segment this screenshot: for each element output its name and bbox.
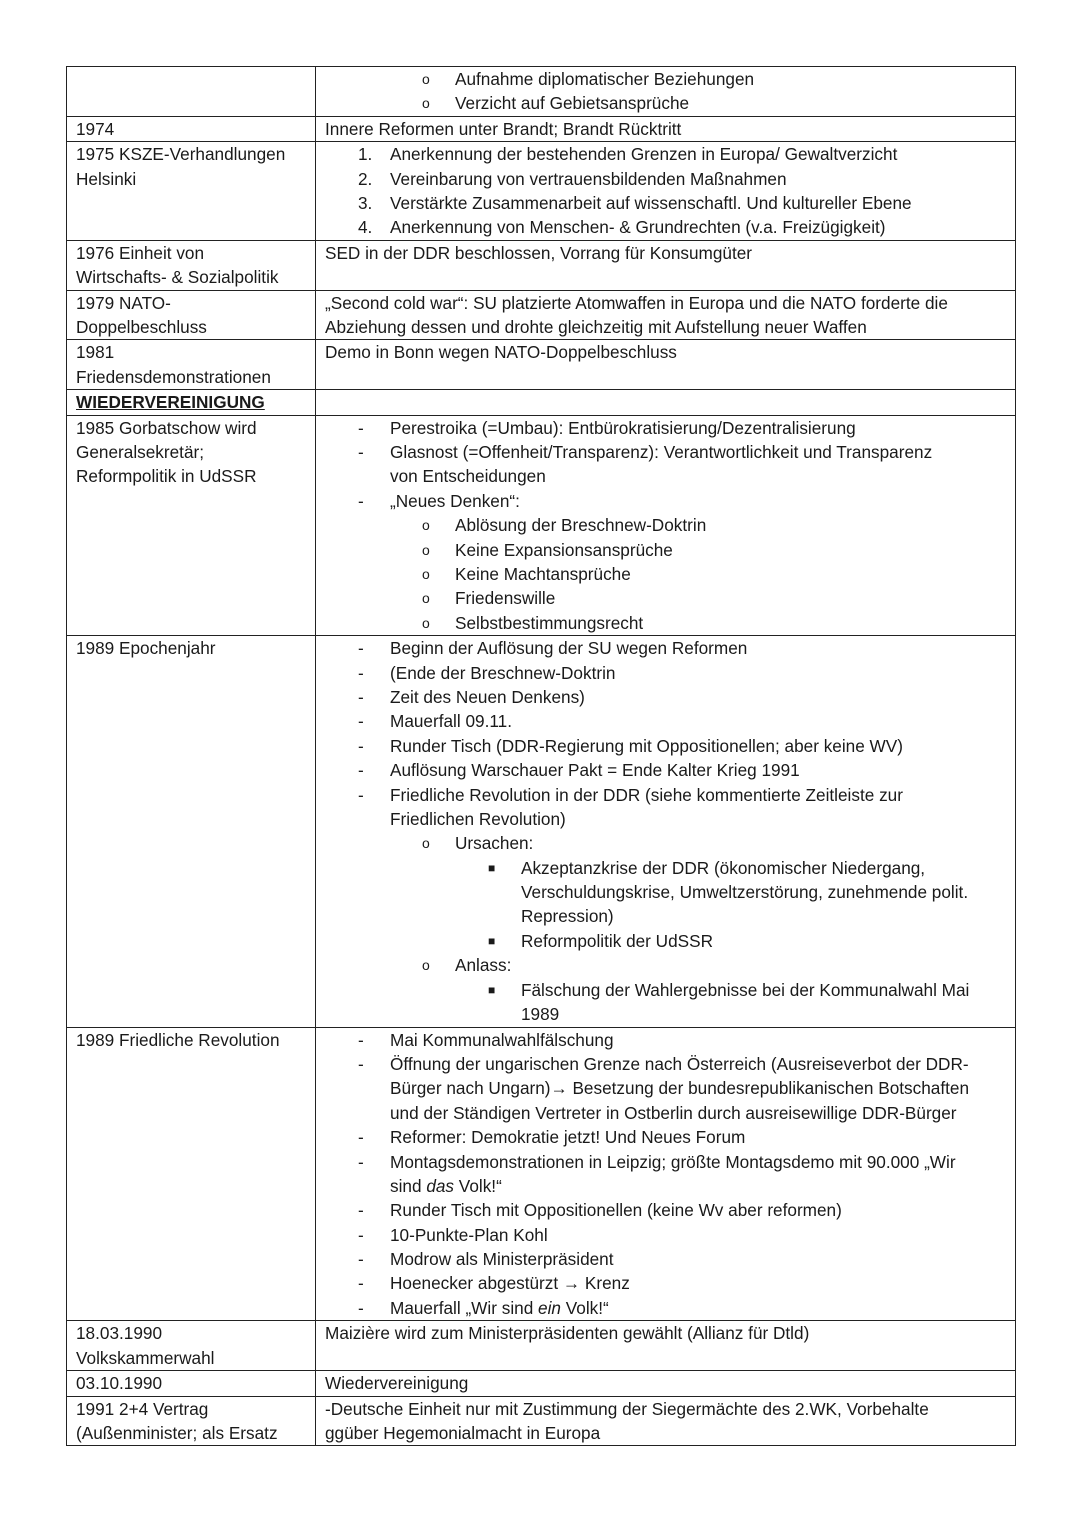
item-text: [390, 709, 512, 733]
date-text: Generalsekretär;: [76, 441, 205, 462]
dash-bullet-item: [325, 440, 1015, 464]
content-cell: [316, 116, 1016, 141]
circle-bullet-icon: o: [422, 614, 430, 631]
dash-marker: -: [358, 1273, 364, 1294]
date-text: 1989 Epochenjahr: [76, 638, 216, 659]
dash-marker: -: [358, 1200, 364, 1221]
continuation-line: [325, 1101, 1015, 1125]
dash-marker: -: [358, 735, 364, 756]
date-cell: [67, 290, 316, 340]
item-text: [390, 215, 886, 239]
item-text: [390, 1028, 614, 1052]
date-cell: [67, 142, 316, 241]
continuation-line: [325, 880, 1015, 904]
item-text: [390, 1125, 745, 1149]
section-heading-row: [67, 390, 1016, 415]
content-line: [325, 1421, 1015, 1445]
item-text: [521, 856, 925, 880]
dash-marker: -: [358, 1029, 364, 1050]
content-line: [325, 117, 1015, 141]
circle-bullet-icon: o: [422, 71, 430, 87]
item-text-part: Hoenecker abgestürzt → Krenz: [390, 1273, 630, 1294]
item-text-part: Mauerfall „Wir sind: [390, 1297, 539, 1318]
square-bullet-icon: ■: [488, 982, 496, 997]
dash-bullet-item: [325, 709, 1015, 733]
item-text: [455, 953, 511, 977]
date-cell: [67, 116, 316, 141]
item-text-part: Bürger nach Ungarn)→ Besetzung der bundesrepublikanischen Botschaften: [390, 1078, 970, 1099]
circle-bullet-icon: o: [422, 541, 430, 558]
timeline-row: [67, 1027, 1016, 1321]
item-text: [390, 464, 546, 488]
date-cell: [67, 67, 316, 117]
dash-bullet-item: [325, 1125, 1015, 1149]
dash-bullet-item: [325, 416, 1015, 440]
item-text-part: Beginn der Auflösung der SU wegen Reformen: [390, 638, 748, 659]
item-text: [390, 167, 787, 191]
item-text: [390, 1101, 957, 1125]
item-text-part: Volk!“: [560, 1297, 609, 1318]
item-text-part: Anlass:: [455, 955, 512, 976]
timeline-row: [67, 67, 1016, 117]
item-text-part: Modrow als Ministerpräsident: [390, 1249, 614, 1270]
date-text: 03.10.1990: [76, 1373, 163, 1394]
dash-bullet-item: [325, 783, 1015, 807]
item-text-part: Ablösung der Breschnew-Doktrin: [455, 515, 707, 536]
dash-bullet-item: [325, 1198, 1015, 1222]
content-line: [325, 1397, 1015, 1421]
content-cell: [316, 240, 1016, 290]
content-cell: [316, 1321, 1016, 1371]
content-line: [325, 291, 1015, 315]
date-text: Reformpolitik in UdSSR: [76, 466, 257, 487]
circle-bullet-item: [325, 611, 1015, 635]
content-cell: [316, 340, 1016, 390]
date-text: 1989 Friedliche Revolution: [76, 1029, 280, 1050]
numbered-item: [325, 191, 1015, 215]
item-text-part: Keine Machtansprüche: [455, 563, 631, 584]
date-text: 18.03.1990: [76, 1323, 163, 1344]
circle-bullet-item: [325, 538, 1015, 562]
timeline-row: [67, 1321, 1016, 1371]
item-text-part: Mai Kommunalwahlfälschung: [390, 1029, 614, 1050]
dash-marker: -: [358, 686, 364, 707]
date-text: 1975 KSZE-Verhandlungen: [76, 144, 286, 165]
item-text-part: Verzicht auf Gebietsansprüche: [455, 93, 690, 114]
circle-bullet-item: [325, 562, 1015, 586]
item-text-part: Akzeptanzkrise der DDR (ökonomischer Niedergang,: [521, 857, 926, 878]
dash-marker: -: [358, 662, 364, 683]
item-text: [521, 904, 614, 928]
date-text: Helsinki: [76, 168, 137, 189]
number-marker: 4.: [358, 217, 373, 238]
item-text: [390, 1150, 956, 1174]
item-text: [521, 880, 968, 904]
dash-bullet-item: [325, 636, 1015, 660]
item-text-part: Aufnahme diplomatischer Beziehungen: [455, 69, 755, 89]
timeline-row: [67, 1371, 1016, 1396]
item-text-part: Ursachen:: [455, 833, 534, 854]
date-cell: [67, 240, 316, 290]
date-text: Volkskammerwahl: [76, 1347, 215, 1368]
date-cell: [67, 1027, 316, 1321]
dash-bullet-item: [325, 758, 1015, 782]
numbered-item: [325, 215, 1015, 239]
date-cell: [67, 1371, 316, 1396]
item-text: [390, 142, 897, 166]
emphasis-text: das: [426, 1175, 455, 1196]
continuation-line: [325, 904, 1015, 928]
content-cell: [316, 290, 1016, 340]
section-heading-empty-cell: [316, 390, 1016, 415]
item-text-part: Vereinbarung von vertrauensbildenden Maßnahmen: [390, 168, 787, 189]
dash-bullet-item: [325, 1150, 1015, 1174]
continuation-line: [325, 1174, 1015, 1198]
square-bullet-item: [325, 929, 1015, 953]
content-line: [325, 340, 1015, 364]
section-heading-cell: [67, 390, 316, 415]
item-text-part: Zeit des Neuen Denkens): [390, 686, 585, 707]
timeline-row: [67, 290, 1016, 340]
dash-bullet-item: [325, 734, 1015, 758]
section-heading: WIEDERVEREINIGUNG: [76, 392, 265, 413]
timeline-row: [67, 142, 1016, 241]
content-cell: [316, 67, 1016, 117]
timeline-table: [66, 66, 1016, 1446]
circle-bullet-item: [325, 513, 1015, 537]
dash-marker: -: [358, 760, 364, 781]
item-text-part: Friedenswille: [455, 588, 556, 609]
item-text: [455, 586, 555, 610]
item-text: [521, 929, 713, 953]
dash-bullet-item: [325, 489, 1015, 513]
dash-marker: -: [358, 1053, 364, 1074]
content-line: [325, 315, 1015, 339]
item-text: [390, 783, 903, 807]
date-text: 1981: [76, 342, 115, 363]
date-cell: [67, 415, 316, 636]
square-bullet-icon: ■: [488, 933, 496, 948]
item-text: [390, 636, 747, 660]
dash-bullet-item: [325, 1296, 1015, 1320]
item-text: [390, 416, 856, 440]
item-text-part: Repression): [521, 906, 614, 927]
item-text: [390, 1174, 502, 1198]
emphasis-text: ein: [538, 1297, 561, 1318]
circle-bullet-icon: o: [422, 835, 430, 852]
item-text: [390, 1076, 969, 1100]
continuation-line: [325, 1076, 1015, 1100]
dash-bullet-item: [325, 1052, 1015, 1076]
content-cell: [316, 1396, 1016, 1446]
numbered-item: [325, 142, 1015, 166]
date-text: Doppelbeschluss: [76, 316, 207, 337]
content-text: Maizière wird zum Ministerpräsidenten gewählt (Allianz für Dtld): [325, 1323, 810, 1344]
content-text: Abziehung dessen und drohte gleichzeitig mit Aufstellung neuer Waffen: [325, 316, 867, 337]
date-cell: [67, 1321, 316, 1371]
circle-bullet-item: [325, 831, 1015, 855]
content-line: [325, 1321, 1015, 1345]
item-text-part: Verschuldungskrise, Umweltzerstörung, zunehmende polit.: [521, 882, 969, 903]
item-text-part: Selbstbestimmungsrecht: [455, 612, 644, 633]
content-cell: [316, 142, 1016, 241]
item-text-part: sind: [390, 1175, 427, 1196]
item-text: [390, 1052, 969, 1076]
dash-bullet-item: [325, 1247, 1015, 1271]
circle-bullet-icon: o: [422, 590, 430, 607]
item-text: [390, 440, 932, 464]
dash-marker: -: [358, 784, 364, 805]
dash-bullet-item: [325, 1028, 1015, 1052]
number-marker: 2.: [358, 168, 373, 189]
continuation-line: [325, 807, 1015, 831]
item-text: [390, 807, 566, 831]
content-line: [325, 1371, 1015, 1395]
content-text: Innere Reformen unter Brandt; Brandt Rücktritt: [325, 118, 682, 139]
date-text: 1991 2+4 Vertrag: [76, 1398, 209, 1419]
item-text-part: Auflösung Warschauer Pakt = Ende Kalter Krieg 1991: [390, 760, 800, 781]
item-text-part: Fälschung der Wahlergebnisse bei der Kommunalwahl Mai: [521, 979, 970, 1000]
content-text: SED in der DDR beschlossen, Vorrang für Konsumgüter: [325, 242, 753, 263]
date-text: (Außenminister; als Ersatz: [76, 1422, 278, 1443]
dash-marker: -: [358, 1151, 364, 1172]
date-text: 1976 Einheit von: [76, 242, 205, 263]
content-cell: [316, 1371, 1016, 1396]
date-cell: [67, 636, 316, 1027]
item-text-part: und der Ständigen Vertreter in Ostberlin durch ausreisewillige DDR-Bürger: [390, 1102, 957, 1123]
number-marker: 1.: [358, 144, 373, 165]
item-text-part: (Ende der Breschnew-Doktrin: [390, 662, 616, 683]
item-text-part: Runder Tisch (DDR-Regierung mit Oppositionellen; aber keine WV): [390, 735, 903, 756]
numbered-item: [325, 167, 1015, 191]
item-text-part: 1989: [521, 1004, 560, 1025]
date-text: Friedensdemonstrationen: [76, 366, 271, 387]
item-text-part: Anerkennung von Menschen- & Grundrechten (v.a. Freizügigkeit): [390, 217, 886, 238]
item-text: [455, 831, 533, 855]
item-text-part: Mauerfall 09.11.: [390, 711, 512, 732]
circle-bullet-icon: o: [422, 565, 430, 582]
item-text-part: Reformer: Demokratie jetzt! Und Neues Forum: [390, 1127, 746, 1148]
timeline-row: [67, 1396, 1016, 1446]
item-text: [455, 611, 643, 635]
timeline-row: [67, 415, 1016, 636]
item-text: [390, 1296, 609, 1320]
item-text: [390, 1271, 630, 1295]
circle-bullet-item: [325, 586, 1015, 610]
square-bullet-icon: ■: [488, 860, 496, 875]
item-text: [455, 513, 706, 537]
timeline-row: [67, 340, 1016, 390]
item-text-part: Perestroika (=Umbau): Entbürokratisierung/Dezentralisierung: [390, 417, 856, 438]
item-text: [390, 758, 800, 782]
circle-bullet-icon: o: [422, 517, 430, 534]
item-text: [455, 562, 631, 586]
item-text-part: Volk!“: [454, 1175, 502, 1196]
content-text: Wiedervereinigung: [325, 1373, 469, 1394]
dash-bullet-item: [325, 1271, 1015, 1295]
circle-bullet-item: [325, 953, 1015, 977]
item-text-part: Reformpolitik der UdSSR: [521, 930, 713, 951]
item-text: [390, 1223, 548, 1247]
item-text: [390, 191, 912, 215]
square-bullet-item: [325, 978, 1015, 1002]
circle-bullet-item: [325, 91, 1015, 115]
date-text: 1979 NATO-: [76, 292, 171, 313]
dash-bullet-item: [325, 661, 1015, 685]
date-cell: [67, 340, 316, 390]
dash-marker: -: [358, 441, 364, 462]
content-cell: [316, 1027, 1016, 1321]
continuation-line: [325, 464, 1015, 488]
dash-marker: -: [358, 1249, 364, 1270]
item-text: [455, 67, 754, 91]
item-text-part: Friedliche Revolution in der DDR (siehe kommentierte Zeitleiste zur: [390, 784, 903, 805]
content-text: -Deutsche Einheit nur mit Zustimmung der Siegermächte des 2.WK, Vorbehalte: [325, 1398, 929, 1419]
continuation-line: [325, 1002, 1015, 1026]
date-text: Wirtschafts- & Sozialpolitik: [76, 267, 279, 288]
history-timeline-document: [66, 66, 1016, 1446]
dash-marker: -: [358, 1297, 364, 1318]
number-marker: 3.: [358, 192, 373, 213]
item-text-part: 10-Punkte-Plan Kohl: [390, 1224, 548, 1245]
item-text-part: Keine Expansionsansprüche: [455, 539, 673, 560]
item-text: [455, 538, 673, 562]
item-text-part: Verstärkte Zusammenarbeit auf wissenschaftl. Und kultureller Ebene: [390, 192, 912, 213]
content-line: [325, 241, 1015, 265]
item-text: [390, 1198, 842, 1222]
dash-marker: -: [358, 1127, 364, 1148]
content-text: Demo in Bonn wegen NATO-Doppelbeschluss: [325, 342, 677, 363]
item-text-part: Öffnung der ungarischen Grenze nach Österreich (Ausreiseverbot der DDR-: [390, 1053, 969, 1074]
content-text: ggüber Hegemonialmacht in Europa: [325, 1422, 601, 1443]
circle-bullet-icon: o: [422, 957, 430, 974]
item-text: [390, 489, 520, 513]
item-text-part: Friedlichen Revolution): [390, 808, 566, 829]
square-bullet-item: [325, 856, 1015, 880]
item-text-part: Anerkennung der bestehenden Grenzen in Europa/ Gewaltverzicht: [390, 144, 898, 165]
dash-marker: -: [358, 711, 364, 732]
dash-marker: -: [358, 638, 364, 659]
item-text: [455, 91, 689, 115]
item-text: [390, 685, 585, 709]
item-text-part: „Neues Denken“:: [390, 490, 520, 511]
content-cell: [316, 636, 1016, 1027]
item-text: [390, 661, 615, 685]
dash-marker: -: [358, 417, 364, 438]
date-text: 1985 Gorbatschow wird: [76, 417, 257, 438]
dash-bullet-item: [325, 1223, 1015, 1247]
dash-marker: -: [358, 490, 364, 511]
item-text-part: Montagsdemonstrationen in Leipzig; größte Montagsdemo mit 90.000 „Wir: [390, 1151, 956, 1172]
item-text-part: Glasnost (=Offenheit/Transparenz): Verantwortlichkeit und Transparenz: [390, 441, 933, 462]
item-text-part: Runder Tisch mit Oppositionellen (keine Wv aber reformen): [390, 1200, 842, 1221]
item-text: [521, 978, 969, 1002]
content-cell: [316, 415, 1016, 636]
date-text: 1974: [76, 118, 115, 139]
content-text: „Second cold war“: SU platzierte Atomwaffen in Europa und die NATO forderte die: [325, 292, 948, 313]
timeline-row: [67, 636, 1016, 1027]
item-text: [390, 1247, 614, 1271]
date-cell: [67, 1396, 316, 1446]
dash-bullet-item: [325, 685, 1015, 709]
circle-bullet-icon: o: [422, 95, 430, 112]
timeline-row: [67, 240, 1016, 290]
item-text: [390, 734, 903, 758]
item-text: [521, 1002, 559, 1026]
item-text-part: von Entscheidungen: [390, 466, 546, 487]
dash-marker: -: [358, 1224, 364, 1245]
timeline-row: [67, 116, 1016, 141]
circle-bullet-item: [325, 67, 1015, 91]
